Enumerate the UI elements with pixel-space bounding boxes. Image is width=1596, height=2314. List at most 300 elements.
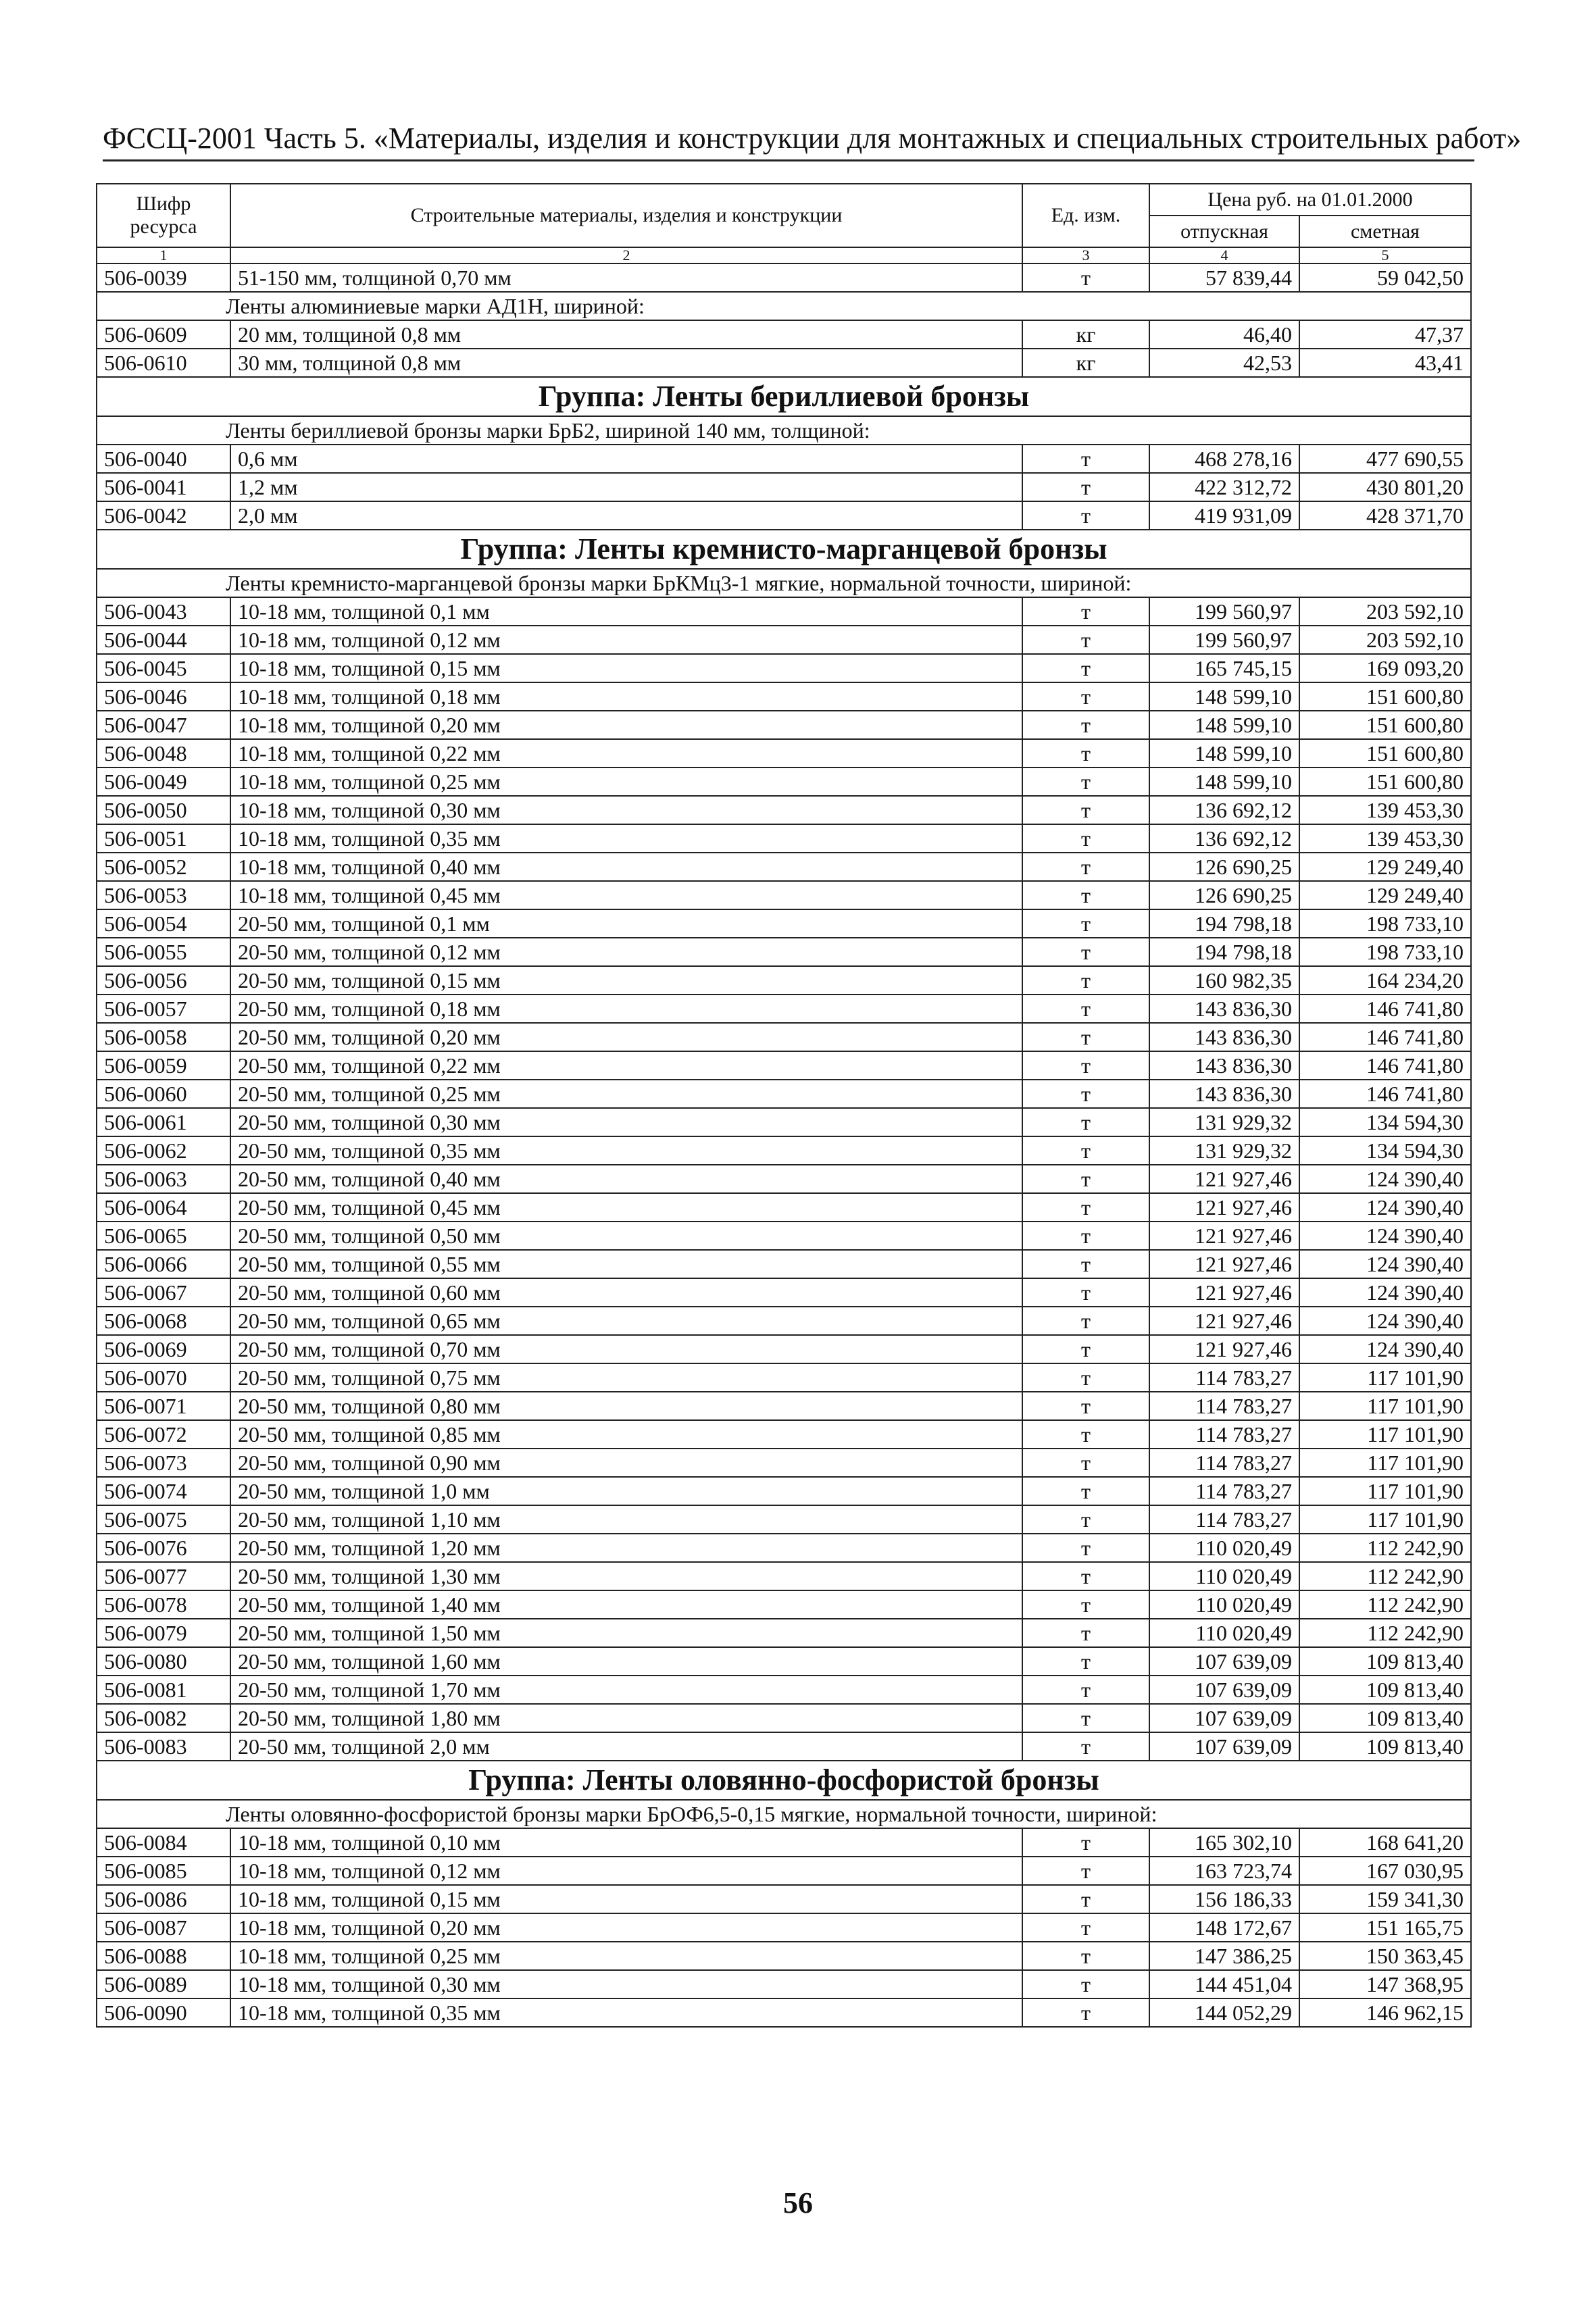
table-row	[97, 1998, 1471, 2027]
table-row	[97, 1857, 1471, 1885]
unit-of-measure: т	[1022, 1534, 1149, 1562]
resource-code: 506-0050	[97, 796, 230, 824]
material-name: 10-18 мм, толщиной 0,18 мм	[230, 682, 1022, 711]
wholesale-price: 422 312,72	[1149, 473, 1299, 501]
unit-of-measure: т	[1022, 1885, 1149, 1913]
table-row	[97, 1392, 1471, 1420]
unit-of-measure: т	[1022, 966, 1149, 995]
table-row	[97, 995, 1471, 1023]
page-header: ФССЦ-2001 Часть 5. «Материалы, изделия и конструкции для монтажных и специальных строительных работ»	[103, 120, 1474, 161]
unit-of-measure: т	[1022, 501, 1149, 530]
estimate-price: 139 453,30	[1299, 824, 1471, 853]
unit-of-measure: т	[1022, 1505, 1149, 1534]
unit-of-measure: т	[1022, 768, 1149, 796]
unit-of-measure: т	[1022, 995, 1149, 1023]
material-name: 1,2 мм	[230, 473, 1022, 501]
material-name: 10-18 мм, толщиной 0,20 мм	[230, 1913, 1022, 1942]
resource-code: 506-0058	[97, 1023, 230, 1051]
unit-of-measure: т	[1022, 1913, 1149, 1942]
wholesale-price: 107 639,09	[1149, 1647, 1299, 1676]
unit-of-measure: т	[1022, 1023, 1149, 1051]
resource-code: 506-0068	[97, 1307, 230, 1335]
resource-code: 506-0085	[97, 1857, 230, 1885]
wholesale-price: 194 798,18	[1149, 938, 1299, 966]
material-name: 10-18 мм, толщиной 0,22 мм	[230, 739, 1022, 768]
material-name: 10-18 мм, толщиной 0,35 мм	[230, 1998, 1022, 2027]
material-name: 2,0 мм	[230, 501, 1022, 530]
unit-of-measure: т	[1022, 1392, 1149, 1420]
resource-code: 506-0046	[97, 682, 230, 711]
material-name: 20-50 мм, толщиной 1,50 мм	[230, 1619, 1022, 1647]
unit-of-measure: т	[1022, 626, 1149, 654]
unit-of-measure: т	[1022, 597, 1149, 626]
wholesale-price: 148 599,10	[1149, 739, 1299, 768]
table-row	[97, 349, 1471, 377]
estimate-price: 124 390,40	[1299, 1307, 1471, 1335]
resource-code: 506-0081	[97, 1676, 230, 1704]
table-row	[97, 966, 1471, 995]
subheading-text: Ленты алюминиевые марки АД1Н, шириной:	[97, 292, 1471, 320]
unit-of-measure: т	[1022, 739, 1149, 768]
estimate-price: 203 592,10	[1299, 597, 1471, 626]
estimate-price: 129 249,40	[1299, 881, 1471, 909]
table-row	[97, 1828, 1471, 1857]
material-name: 20-50 мм, толщиной 0,90 мм	[230, 1449, 1022, 1477]
resource-code: 506-0073	[97, 1449, 230, 1477]
estimate-price: 124 390,40	[1299, 1250, 1471, 1278]
table-row	[97, 1590, 1471, 1619]
group-row	[97, 1761, 1471, 1800]
unit-of-measure: т	[1022, 1590, 1149, 1619]
material-name: 10-18 мм, толщиной 0,12 мм	[230, 1857, 1022, 1885]
table-row	[97, 1335, 1471, 1363]
column-number-row	[97, 247, 1471, 263]
resource-code: 506-0086	[97, 1885, 230, 1913]
resource-code: 506-0059	[97, 1051, 230, 1080]
estimate-price: 168 641,20	[1299, 1828, 1471, 1857]
wholesale-price: 148 172,67	[1149, 1913, 1299, 1942]
resource-code: 506-0042	[97, 501, 230, 530]
wholesale-price: 160 982,35	[1149, 966, 1299, 995]
wholesale-price: 156 186,33	[1149, 1885, 1299, 1913]
subheading-row	[97, 416, 1471, 445]
estimate-price: 134 594,30	[1299, 1108, 1471, 1136]
estimate-price: 124 390,40	[1299, 1193, 1471, 1222]
table-row	[97, 1619, 1471, 1647]
table-row	[97, 1363, 1471, 1392]
material-name: 20-50 мм, толщиной 1,60 мм	[230, 1647, 1022, 1676]
material-name: 20-50 мм, толщиной 0,50 мм	[230, 1222, 1022, 1250]
material-name: 10-18 мм, толщиной 0,25 мм	[230, 768, 1022, 796]
estimate-price: 124 390,40	[1299, 1222, 1471, 1250]
wholesale-price: 468 278,16	[1149, 445, 1299, 473]
estimate-price: 151 600,80	[1299, 711, 1471, 739]
table-row	[97, 1477, 1471, 1505]
estimate-price: 139 453,30	[1299, 796, 1471, 824]
table-row	[97, 1913, 1471, 1942]
wholesale-price: 143 836,30	[1149, 1023, 1299, 1051]
estimate-price: 151 165,75	[1299, 1913, 1471, 1942]
wholesale-price: 121 927,46	[1149, 1278, 1299, 1307]
table-row	[97, 1108, 1471, 1136]
wholesale-price: 194 798,18	[1149, 909, 1299, 938]
material-name: 20-50 мм, толщиной 0,18 мм	[230, 995, 1022, 1023]
wholesale-price: 121 927,46	[1149, 1165, 1299, 1193]
wholesale-price: 114 783,27	[1149, 1477, 1299, 1505]
column-number: 5	[1299, 247, 1471, 263]
table-row	[97, 909, 1471, 938]
estimate-price: 117 101,90	[1299, 1420, 1471, 1449]
estimate-price: 117 101,90	[1299, 1477, 1471, 1505]
estimate-price: 112 242,90	[1299, 1562, 1471, 1590]
unit-of-measure: т	[1022, 1477, 1149, 1505]
table-row	[97, 1250, 1471, 1278]
wholesale-price: 121 927,46	[1149, 1222, 1299, 1250]
estimate-price: 430 801,20	[1299, 473, 1471, 501]
resource-code: 506-0056	[97, 966, 230, 995]
resource-code: 506-0066	[97, 1250, 230, 1278]
table-row	[97, 1051, 1471, 1080]
wholesale-price: 144 052,29	[1149, 1998, 1299, 2027]
table-row	[97, 1307, 1471, 1335]
estimate-price: 477 690,55	[1299, 445, 1471, 473]
unit-of-measure: кг	[1022, 320, 1149, 349]
wholesale-price: 57 839,44	[1149, 263, 1299, 292]
subheading-text: Ленты бериллиевой бронзы марки БрБ2, шириной 140 мм, толщиной:	[97, 416, 1471, 445]
material-name: 30 мм, толщиной 0,8 мм	[230, 349, 1022, 377]
estimate-price: 151 600,80	[1299, 768, 1471, 796]
material-name: 20-50 мм, толщиной 0,85 мм	[230, 1420, 1022, 1449]
estimate-price: 146 741,80	[1299, 995, 1471, 1023]
unit-of-measure: т	[1022, 1136, 1149, 1165]
material-name: 10-18 мм, толщиной 0,15 мм	[230, 1885, 1022, 1913]
wholesale-price: 163 723,74	[1149, 1857, 1299, 1885]
column-header-name: Строительные материалы, изделия и конструкции	[230, 184, 1022, 247]
unit-of-measure: кг	[1022, 349, 1149, 377]
table-row	[97, 597, 1471, 626]
estimate-price: 43,41	[1299, 349, 1471, 377]
subheading-row	[97, 569, 1471, 597]
material-name: 10-18 мм, толщиной 0,25 мм	[230, 1942, 1022, 1970]
estimate-price: 164 234,20	[1299, 966, 1471, 995]
unit-of-measure: т	[1022, 1307, 1149, 1335]
unit-of-measure: т	[1022, 1619, 1149, 1647]
estimate-price: 134 594,30	[1299, 1136, 1471, 1165]
estimate-price: 146 741,80	[1299, 1051, 1471, 1080]
table-row	[97, 1278, 1471, 1307]
wholesale-price: 42,53	[1149, 349, 1299, 377]
group-row	[97, 530, 1471, 569]
unit-of-measure: т	[1022, 1193, 1149, 1222]
resource-code: 506-0087	[97, 1913, 230, 1942]
table-row	[97, 654, 1471, 682]
column-number: 3	[1022, 247, 1149, 263]
unit-of-measure: т	[1022, 1250, 1149, 1278]
material-name: 10-18 мм, толщиной 0,10 мм	[230, 1828, 1022, 1857]
resource-code: 506-0090	[97, 1998, 230, 2027]
column-number: 4	[1149, 247, 1299, 263]
table-row	[97, 1449, 1471, 1477]
table-row	[97, 1136, 1471, 1165]
material-name: 10-18 мм, толщиной 0,30 мм	[230, 796, 1022, 824]
table-row	[97, 768, 1471, 796]
material-name: 20-50 мм, толщиной 0,75 мм	[230, 1363, 1022, 1392]
resource-code: 506-0070	[97, 1363, 230, 1392]
estimate-price: 129 249,40	[1299, 853, 1471, 881]
material-name: 20-50 мм, толщиной 0,22 мм	[230, 1051, 1022, 1080]
material-name: 20-50 мм, толщиной 0,25 мм	[230, 1080, 1022, 1108]
estimate-price: 112 242,90	[1299, 1590, 1471, 1619]
table-row	[97, 938, 1471, 966]
resource-code: 506-0057	[97, 995, 230, 1023]
unit-of-measure: т	[1022, 1998, 1149, 2027]
material-name: 20-50 мм, толщиной 0,20 мм	[230, 1023, 1022, 1051]
material-name: 20-50 мм, толщиной 0,55 мм	[230, 1250, 1022, 1278]
material-name: 10-18 мм, толщиной 0,1 мм	[230, 597, 1022, 626]
resource-code: 506-0089	[97, 1970, 230, 1998]
wholesale-price: 143 836,30	[1149, 995, 1299, 1023]
material-name: 20-50 мм, толщиной 0,60 мм	[230, 1278, 1022, 1307]
resource-code: 506-0039	[97, 263, 230, 292]
table-row	[97, 1534, 1471, 1562]
estimate-price: 117 101,90	[1299, 1505, 1471, 1534]
unit-of-measure: т	[1022, 1676, 1149, 1704]
material-name: 20-50 мм, толщиной 0,70 мм	[230, 1335, 1022, 1363]
unit-of-measure: т	[1022, 1363, 1149, 1392]
wholesale-price: 110 020,49	[1149, 1562, 1299, 1590]
material-name: 20 мм, толщиной 0,8 мм	[230, 320, 1022, 349]
wholesale-price: 114 783,27	[1149, 1420, 1299, 1449]
estimate-price: 124 390,40	[1299, 1278, 1471, 1307]
wholesale-price: 199 560,97	[1149, 597, 1299, 626]
resource-code: 506-0048	[97, 739, 230, 768]
table-row	[97, 1505, 1471, 1534]
unit-of-measure: т	[1022, 1080, 1149, 1108]
resource-code: 506-0065	[97, 1222, 230, 1250]
estimate-price: 151 600,80	[1299, 739, 1471, 768]
estimate-price: 117 101,90	[1299, 1363, 1471, 1392]
wholesale-price: 107 639,09	[1149, 1676, 1299, 1704]
estimate-price: 117 101,90	[1299, 1392, 1471, 1420]
resource-code: 506-0080	[97, 1647, 230, 1676]
wholesale-price: 46,40	[1149, 320, 1299, 349]
material-name: 20-50 мм, толщиной 1,10 мм	[230, 1505, 1022, 1534]
wholesale-price: 143 836,30	[1149, 1080, 1299, 1108]
table-row	[97, 682, 1471, 711]
table-row	[97, 1023, 1471, 1051]
resource-code: 506-0051	[97, 824, 230, 853]
estimate-price: 47,37	[1299, 320, 1471, 349]
wholesale-price: 131 929,32	[1149, 1108, 1299, 1136]
estimate-price: 159 341,30	[1299, 1885, 1471, 1913]
estimate-price: 59 042,50	[1299, 263, 1471, 292]
resource-code: 506-0078	[97, 1590, 230, 1619]
wholesale-price: 148 599,10	[1149, 711, 1299, 739]
unit-of-measure: т	[1022, 796, 1149, 824]
material-name: 10-18 мм, толщиной 0,35 мм	[230, 824, 1022, 853]
unit-of-measure: т	[1022, 711, 1149, 739]
resource-code: 506-0075	[97, 1505, 230, 1534]
unit-of-measure: т	[1022, 1051, 1149, 1080]
table-row	[97, 1942, 1471, 1970]
table-row	[97, 1885, 1471, 1913]
resource-code: 506-0609	[97, 320, 230, 349]
wholesale-price: 110 020,49	[1149, 1619, 1299, 1647]
estimate-price: 117 101,90	[1299, 1449, 1471, 1477]
wholesale-price: 110 020,49	[1149, 1534, 1299, 1562]
wholesale-price: 114 783,27	[1149, 1505, 1299, 1534]
resource-code: 506-0040	[97, 445, 230, 473]
group-title: Группа: Ленты бериллиевой бронзы	[97, 377, 1471, 416]
table-row	[97, 445, 1471, 473]
resource-code: 506-0067	[97, 1278, 230, 1307]
resource-code: 506-0047	[97, 711, 230, 739]
wholesale-price: 131 929,32	[1149, 1136, 1299, 1165]
resource-code: 506-0062	[97, 1136, 230, 1165]
wholesale-price: 110 020,49	[1149, 1590, 1299, 1619]
estimate-price: 109 813,40	[1299, 1676, 1471, 1704]
wholesale-price: 148 599,10	[1149, 768, 1299, 796]
group-title: Группа: Ленты оловянно-фосфористой бронзы	[97, 1761, 1471, 1800]
table-row	[97, 1676, 1471, 1704]
resource-code: 506-0052	[97, 853, 230, 881]
estimate-price: 151 600,80	[1299, 682, 1471, 711]
unit-of-measure: т	[1022, 1165, 1149, 1193]
resource-code: 506-0083	[97, 1732, 230, 1761]
resource-code: 506-0049	[97, 768, 230, 796]
material-name: 20-50 мм, толщиной 2,0 мм	[230, 1732, 1022, 1761]
unit-of-measure: т	[1022, 682, 1149, 711]
table-row	[97, 263, 1471, 292]
wholesale-price: 148 599,10	[1149, 682, 1299, 711]
estimate-price: 147 368,95	[1299, 1970, 1471, 1998]
estimate-price: 146 962,15	[1299, 1998, 1471, 2027]
unit-of-measure: т	[1022, 938, 1149, 966]
table-row	[97, 1970, 1471, 1998]
table-row	[97, 1193, 1471, 1222]
resource-code: 506-0074	[97, 1477, 230, 1505]
resource-code: 506-0045	[97, 654, 230, 682]
unit-of-measure: т	[1022, 1704, 1149, 1732]
wholesale-price: 107 639,09	[1149, 1732, 1299, 1761]
material-name: 10-18 мм, толщиной 0,45 мм	[230, 881, 1022, 909]
table-row	[97, 1165, 1471, 1193]
unit-of-measure: т	[1022, 824, 1149, 853]
resource-code: 506-0069	[97, 1335, 230, 1363]
table-row	[97, 853, 1471, 881]
wholesale-price: 121 927,46	[1149, 1193, 1299, 1222]
material-name: 20-50 мм, толщиной 0,30 мм	[230, 1108, 1022, 1136]
resource-code: 506-0055	[97, 938, 230, 966]
resource-code: 506-0060	[97, 1080, 230, 1108]
column-header-estimate: сметная	[1299, 216, 1471, 247]
column-header-price: Цена руб. на 01.01.2000	[1149, 184, 1471, 216]
material-name: 20-50 мм, толщиной 0,12 мм	[230, 938, 1022, 966]
material-name: 10-18 мм, толщиной 0,40 мм	[230, 853, 1022, 881]
table-row	[97, 796, 1471, 824]
estimate-price: 198 733,10	[1299, 909, 1471, 938]
material-name: 20-50 мм, толщиной 0,15 мм	[230, 966, 1022, 995]
resource-code: 506-0076	[97, 1534, 230, 1562]
wholesale-price: 114 783,27	[1149, 1363, 1299, 1392]
resource-code: 506-0054	[97, 909, 230, 938]
resource-code: 506-0084	[97, 1828, 230, 1857]
unit-of-measure: т	[1022, 1222, 1149, 1250]
table-body	[97, 263, 1471, 2027]
unit-of-measure: т	[1022, 473, 1149, 501]
material-name: 20-50 мм, толщиной 1,0 мм	[230, 1477, 1022, 1505]
estimate-price: 124 390,40	[1299, 1165, 1471, 1193]
table-row	[97, 473, 1471, 501]
resource-code: 506-0064	[97, 1193, 230, 1222]
material-name: 20-50 мм, толщиной 0,45 мм	[230, 1193, 1022, 1222]
material-name: 20-50 мм, толщиной 1,30 мм	[230, 1562, 1022, 1590]
resource-code: 506-0079	[97, 1619, 230, 1647]
resource-code: 506-0043	[97, 597, 230, 626]
unit-of-measure: т	[1022, 881, 1149, 909]
wholesale-price: 199 560,97	[1149, 626, 1299, 654]
unit-of-measure: т	[1022, 1647, 1149, 1676]
table-header-row	[97, 184, 1471, 216]
material-name: 10-18 мм, толщиной 0,12 мм	[230, 626, 1022, 654]
material-name: 10-18 мм, толщиной 0,15 мм	[230, 654, 1022, 682]
estimate-price: 146 741,80	[1299, 1023, 1471, 1051]
estimate-price: 109 813,40	[1299, 1704, 1471, 1732]
unit-of-measure: т	[1022, 1278, 1149, 1307]
group-row	[97, 377, 1471, 416]
resource-code: 506-0063	[97, 1165, 230, 1193]
material-name: 20-50 мм, толщиной 1,20 мм	[230, 1534, 1022, 1562]
unit-of-measure: т	[1022, 1335, 1149, 1363]
material-name: 20-50 мм, толщиной 1,70 мм	[230, 1676, 1022, 1704]
resource-code: 506-0053	[97, 881, 230, 909]
resource-code: 506-0077	[97, 1562, 230, 1590]
wholesale-price: 144 451,04	[1149, 1970, 1299, 1998]
estimate-price: 109 813,40	[1299, 1647, 1471, 1676]
unit-of-measure: т	[1022, 1828, 1149, 1857]
material-name: 20-50 мм, толщиной 0,35 мм	[230, 1136, 1022, 1165]
table-row	[97, 739, 1471, 768]
resource-code: 506-0061	[97, 1108, 230, 1136]
wholesale-price: 121 927,46	[1149, 1335, 1299, 1363]
estimate-price: 150 363,45	[1299, 1942, 1471, 1970]
table-row	[97, 1704, 1471, 1732]
unit-of-measure: т	[1022, 263, 1149, 292]
table-row	[97, 881, 1471, 909]
table-row	[97, 711, 1471, 739]
column-header-code: Шифр ресурса	[97, 184, 230, 247]
resource-code: 506-0044	[97, 626, 230, 654]
wholesale-price: 121 927,46	[1149, 1307, 1299, 1335]
unit-of-measure: т	[1022, 1942, 1149, 1970]
subheading-row	[97, 292, 1471, 320]
table-row	[97, 1222, 1471, 1250]
table-row	[97, 1420, 1471, 1449]
resource-code: 506-0610	[97, 349, 230, 377]
table-row	[97, 501, 1471, 530]
wholesale-price: 165 302,10	[1149, 1828, 1299, 1857]
column-number: 2	[230, 247, 1022, 263]
wholesale-price: 121 927,46	[1149, 1250, 1299, 1278]
unit-of-measure: т	[1022, 1108, 1149, 1136]
page-number: 56	[783, 2186, 813, 2219]
estimate-price: 203 592,10	[1299, 626, 1471, 654]
estimate-price: 112 242,90	[1299, 1619, 1471, 1647]
unit-of-measure: т	[1022, 654, 1149, 682]
material-name: 20-50 мм, толщиной 1,40 мм	[230, 1590, 1022, 1619]
material-name: 20-50 мм, толщиной 0,40 мм	[230, 1165, 1022, 1193]
subheading-text: Ленты кремнисто-марганцевой бронзы марки БрКМц3-1 мягкие, нормальной точности, шириной:	[97, 569, 1471, 597]
